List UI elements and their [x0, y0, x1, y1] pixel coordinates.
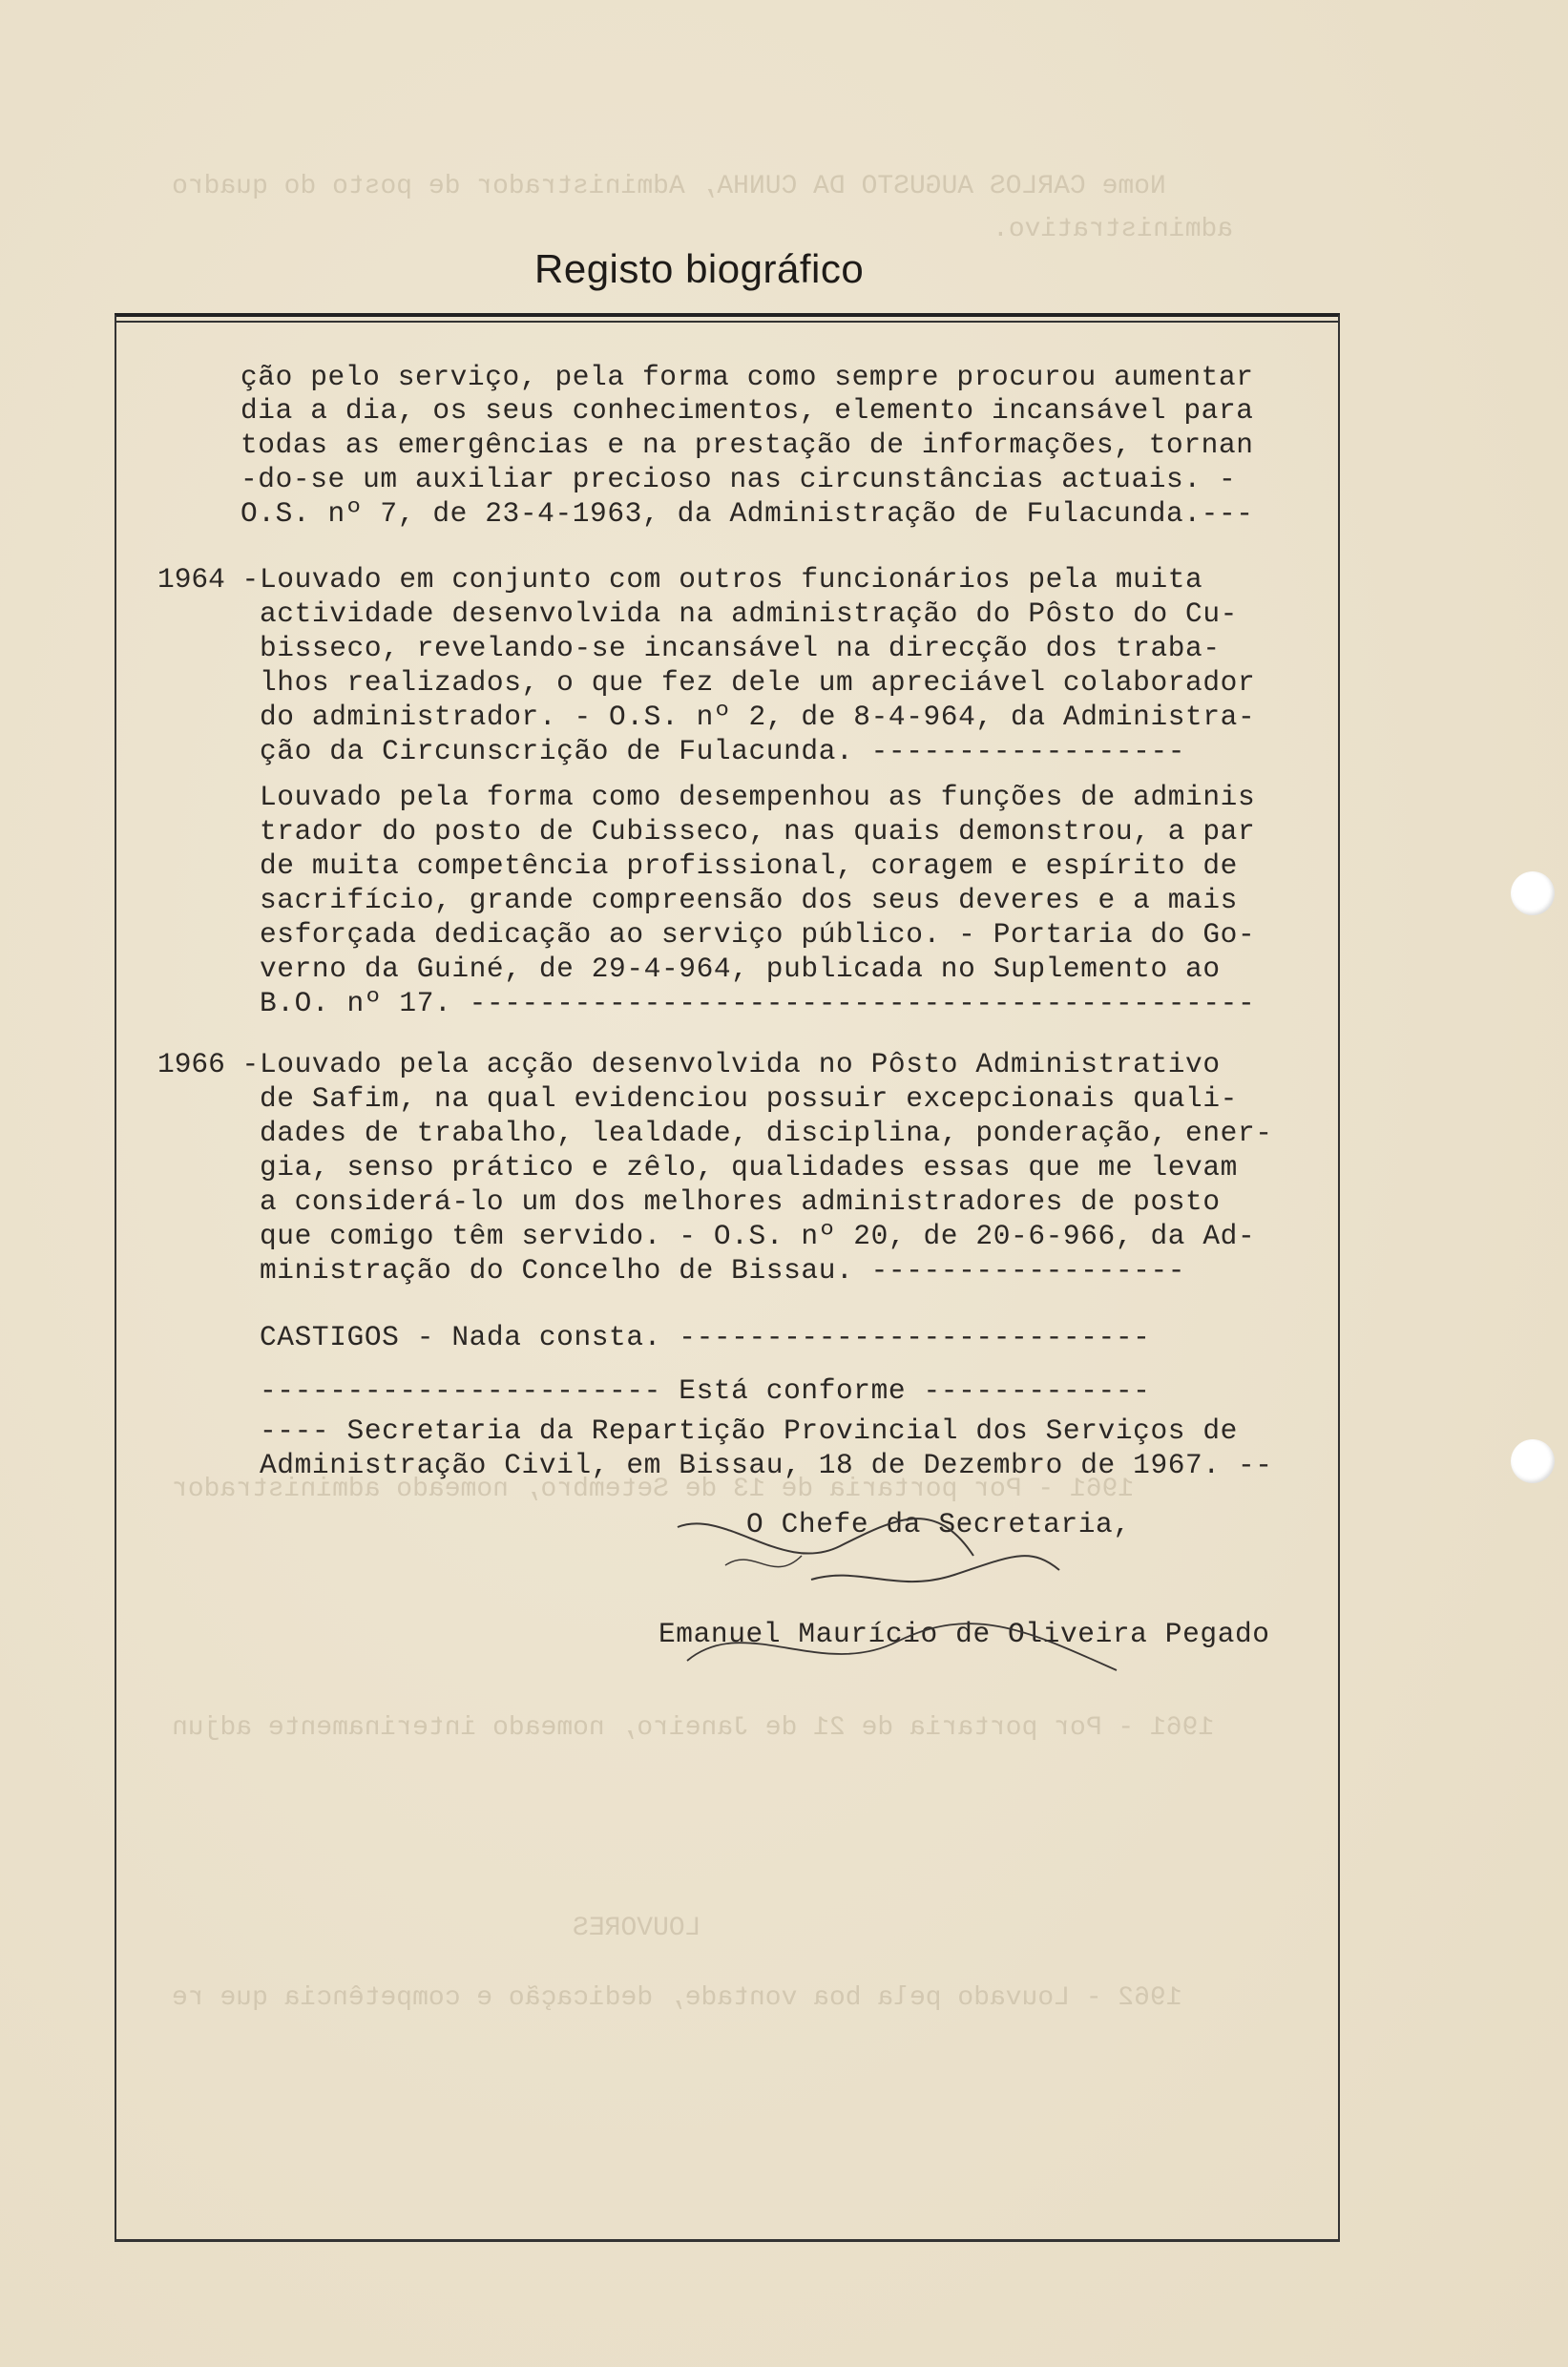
- bleed-through-text: 1961 - Por portaria de 13 de Setembro, nomeado administrador: [172, 1475, 1135, 1504]
- bleed-through-text: LOUVORES: [573, 1914, 701, 1943]
- signature-stroke: [678, 1519, 973, 1556]
- text-line: trador do posto de Cubisseco, nas quais demonstrou, a par: [260, 815, 1256, 848]
- text-line: ção pelo serviço, pela forma como sempre procurou aumentar: [240, 361, 1254, 393]
- text-line: lhos realizados, o que fez dele um apreciável colaborador: [260, 666, 1256, 699]
- year-label: 1966 -: [157, 1048, 260, 1080]
- bleed-through-text: 1962 - Louvado pela boa vontade, dedicação e competência que re: [172, 1983, 1182, 2013]
- text-line: ---- Secretaria da Repartição Provincial dos Serviços de: [260, 1414, 1238, 1447]
- text-line: de Safim, na qual evidenciou possuir excepcionais quali-: [260, 1082, 1238, 1115]
- text-line: de muita competência profissional, coragem e espírito de: [260, 849, 1238, 882]
- text-line: esforçada dedicação ao serviço público. - Portaria do Go-: [260, 918, 1256, 951]
- text-line: dades de trabalho, lealdade, disciplina, ponderação, ener-: [260, 1117, 1273, 1149]
- text-line: gia, senso prático e zêlo, qualidades essas que me levam: [260, 1151, 1238, 1184]
- signature-title: O Chefe da Secretaria,: [746, 1508, 1131, 1540]
- text-line: Louvado em conjunto com outros funcionários pela muita: [260, 563, 1203, 596]
- text-line: todas as emergências e na prestação de informações, tornan: [240, 429, 1254, 461]
- signature: [668, 1489, 1069, 1603]
- text-line: a considerá-lo um dos melhores administradores de posto: [260, 1185, 1221, 1218]
- text-line: CASTIGOS - Nada consta. ---------------------------: [260, 1321, 1151, 1353]
- text-line: B.O. nº 17. ---------------------------------------------: [260, 987, 1256, 1019]
- text-line: que comigo têm servido. - O.S. nº 20, de 20-6-966, da Ad-: [260, 1220, 1256, 1252]
- bleed-through-text: 1961 - Por portaria de 21 de Janeiro, nomeado interinamente adjun: [172, 1713, 1215, 1743]
- punch-hole: [1511, 1439, 1555, 1483]
- signature-stroke: [811, 1556, 1059, 1581]
- text-line: Administração Civil, em Bissau, 18 de Dezembro de 1967. --: [260, 1449, 1273, 1481]
- text-line: sacrifício, grande compreensão dos seus deveres e a mais: [260, 884, 1238, 916]
- bleed-through-text: administrativo.: [993, 215, 1234, 244]
- signatory-name: Emanuel Maurício de Oliveira Pegado: [659, 1618, 1270, 1650]
- page-title: Registo biográfico: [534, 246, 865, 291]
- text-line: ministração do Concelho de Bissau. ------------------: [260, 1254, 1186, 1287]
- text-line: bisseco, revelando-se incansável na direcção dos traba-: [260, 632, 1221, 664]
- text-line: Louvado pela acção desenvolvida no Pôsto Administrativo: [260, 1048, 1221, 1080]
- signature-stroke: [725, 1556, 802, 1567]
- text-line: do administrador. - O.S. nº 2, de 8-4-964, da Administra-: [260, 701, 1256, 733]
- punch-hole: [1511, 871, 1555, 915]
- text-line: -do-se um auxiliar precioso nas circunstâncias actuais. -: [240, 463, 1237, 495]
- text-line: ção da Circunscrição de Fulacunda. ------------------: [260, 735, 1186, 767]
- text-line: ----------------------- Está conforme -------------: [260, 1374, 1151, 1407]
- signature-stroke: [687, 1623, 1117, 1670]
- text-line: dia a dia, os seus conhecimentos, elemento incansável para: [240, 394, 1254, 427]
- bleed-through-text: Nome CARLOS AUGUSTO DA CUNHA, Administrador de posto do quadro: [172, 172, 1166, 201]
- year-label: 1964 -: [157, 563, 260, 596]
- text-line: Louvado pela forma como desempenhou as funções de adminis: [260, 781, 1256, 813]
- text-line: verno da Guiné, de 29-4-964, publicada no Suplemento ao: [260, 953, 1221, 985]
- text-line: actividade desenvolvida na administração do Pôsto do Cu-: [260, 597, 1238, 630]
- text-line: O.S. nº 7, de 23-4-1963, da Administração de Fulacunda.---: [240, 497, 1254, 530]
- signature-flourish: [668, 1603, 1145, 1689]
